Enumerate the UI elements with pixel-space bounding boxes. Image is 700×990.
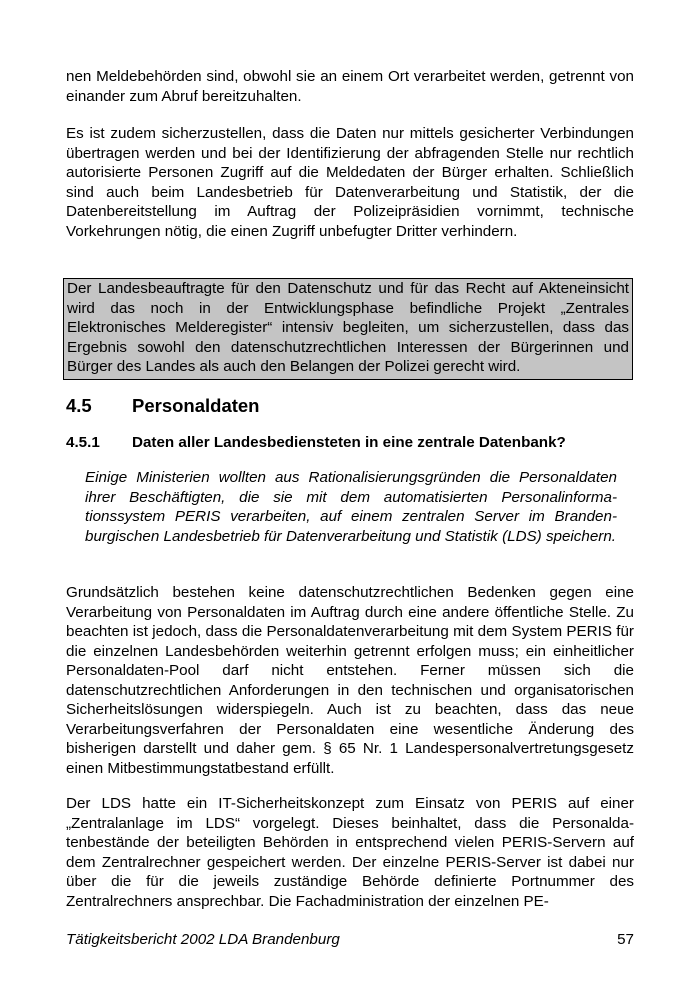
section-heading [66,394,260,418]
body-paragraph: Der LDS hatte ein IT-Sicherheitskonzept zum Einsatz von PERIS auf einer „Zentralanlage im LDS“ vorgelegt. Dieses beinhaltet, dass die Personaldatenbestände der beteiligten Behörden in entsprechend vielen PERIS-Servern auf dem Zentralrechner gespeichert werden. Der einzelne PERIS-Server ist dabei nur über die für die jeweils zuständige Behörde definierte Portnummer des Zentralrechners ansprechbar. Die Fachadministration der einzelnen PE- [66,795,634,910]
section-number: 4.5 [66,395,92,416]
section-title: Personaldaten [132,395,260,416]
page-number: 57 [617,931,634,948]
body-paragraph: Es ist zudem sicherzustellen, dass die Daten nur mittels gesicherter Verbindungen übertragen werden und bei der Identifizierung der abfragenden Stelle nur rechtlich autorisierte Personen Zugriff auf die Meldedaten der Bürger erhalten. Schließlich sind auch beim Landesbetrieb für Datenverarbeitung und Statistik, der die Datenbereitstellung im Auftrag der Polizeipräsidien vornimmt, technische Vorkehrungen nötig, die einen Zugriff unbefugter Dritter verhindern. [66,125,634,240]
highlight-box: Der Landesbeauftragte für den Datenschutz und für das Recht auf Akteneinsicht wird das noch in der Entwicklungsphase befindliche Projekt „Zentrales Elektronisches Melderegister“ intensiv begleiten, um sicherzustellen, dass das Ergebnis sowohl den datenschutzrechtlichen Interessen der Bürgerinnen und Bürger des Landes als auch den Belangen der Polizei gerecht wird. [63,278,633,380]
body-paragraph: nen Meldebehörden sind, obwohl sie an einem Ort verarbeitet werden, getrennt von einander zum Abruf bereitzuhalten. [66,68,634,105]
subsection-number: 4.5.1 [66,434,100,451]
subsection-title: Daten aller Landesbediensteten in eine zentrale Datenbank? [132,434,566,451]
footer-title: Tätigkeitsbericht 2002 LDA Brandenburg [66,931,340,948]
intro-paragraph: Einige Ministerien wollten aus Rationalisierungsgründen die Personaldaten ihrer Beschäftigten, die sie mit dem automatisierten Personalinformationssystem PERIS verarbeiten, auf einem zentralen Server im Brandenburgischen Landesbetrieb für Datenverarbeitung und Statistik (LDS) speichern. [85,469,617,545]
subsection-heading [66,433,566,453]
body-paragraph: Grundsätzlich bestehen keine datenschutzrechtlichen Bedenken gegen eine Verarbeitung von Personaldaten im Auftrag durch eine andere öffentliche Stelle. Zu beachten ist jedoch, dass die Personaldatenverarbeitung mit dem System PERIS für die einzelnen Landesbehörden weiterhin getrennt erfolgen muss; ein einheitlicher Personaldaten-Pool darf nicht entstehen. Ferner müssen sich die datenschutzrechtlichen Anforderungen in den technischen und organisatorischen Sicherheitslösungen widerspiegeln. Auch ist zu beachten, dass das neue Verarbeitungsverfahren der Personaldaten eine wesentliche Änderung des bisherigen darstellt und daher gem. § 65 Nr. 1 Landespersonalvertretungsgesetz einen Mitbestimmungstatbestand erfüllt. [66,584,634,777]
